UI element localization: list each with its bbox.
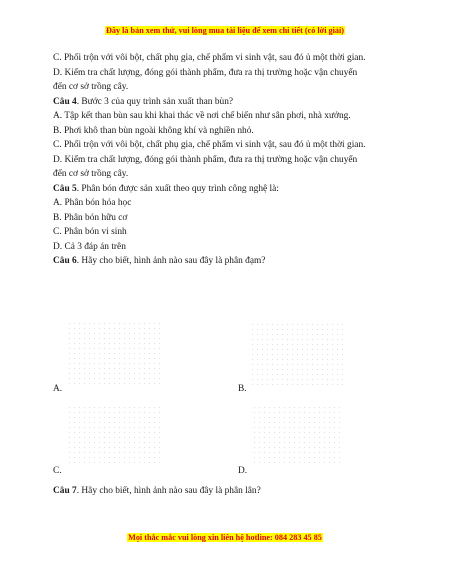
q6-image-row-2 (53, 402, 403, 482)
preview-banner (0, 26, 450, 35)
q6-option-c-label: C. (53, 466, 62, 476)
question-7 (53, 484, 403, 499)
q6-option-a-label: A. (53, 384, 63, 394)
hotline-banner (0, 533, 450, 542)
q6-option-d-label: D. (238, 466, 248, 476)
question-7-block (53, 484, 403, 499)
hotline-banner-text: Mọi thắc mắc vui lòng xin liên hệ hotline: 084 283 45 85 (128, 533, 322, 542)
option-c-line: C. Phối trộn với vôi bột, chất phụ gia, chế phẩm vi sinh vật, sau đó ủ một thời gian. (53, 53, 366, 63)
white-fertilizer-image[interactable] (65, 320, 160, 386)
question-4-label: Câu 4 (53, 96, 77, 107)
q5-option-a: A. Phân bón hóa học (53, 198, 132, 208)
q5-option-b: B. Phân bón hữu cơ (53, 212, 128, 223)
question-7-label: Câu 7 (53, 486, 77, 496)
question-5-label: Câu 5 (53, 183, 77, 194)
question-6-label: Câu 6 (53, 256, 77, 266)
q4-option-a: A. Tập kết than bùn sau khi khai thác về nơi chế biến như sân phơi, nhà xưởng. (53, 111, 351, 121)
question-4-text: . Bước 3 của quy trình sản xuất than bùn? (76, 96, 234, 107)
green-fertilizer-image[interactable] (250, 404, 340, 464)
red-fertilizer-image[interactable] (65, 404, 160, 464)
preview-banner-text: Đây là bản xem thử, vui lòng mua tài liệu để xem chi tiết (có lời giải) (105, 26, 344, 35)
q6-option-b-label: B. (238, 384, 247, 394)
q6-image-row-1 (53, 318, 403, 398)
document-body (53, 51, 403, 269)
q5-option-d: D. Cả 3 đáp án trên (53, 241, 126, 252)
q4-option-c: C. Phối trộn với vôi bột, chất phụ gia, chế phẩm vi sinh vật, sau đó ủ một thời gian. (53, 140, 366, 150)
question-4 (53, 95, 403, 110)
question-6 (53, 254, 403, 269)
question-5-text: . Phân bón được sản xuất theo quy trình công nghệ là: (76, 183, 279, 194)
option-d-continuation: đến cơ sở trồng cây. (53, 82, 129, 92)
gray-fertilizer-image[interactable] (248, 321, 343, 387)
question-5 (53, 182, 403, 197)
question-6-text: . Hãy cho biết, hình ảnh nào sau đây là phân đạm? (76, 256, 266, 266)
q4-option-b: B. Phơi khô than bùn ngoài không khí và nghiền nhỏ. (53, 125, 254, 136)
option-d-line: D. Kiểm tra chất lượng, đóng gói thành phẩm, đưa ra thị trường hoặc vận chuyển (53, 67, 358, 78)
q4-option-d: D. Kiểm tra chất lượng, đóng gói thành phẩm, đưa ra thị trường hoặc vận chuyển (53, 154, 358, 165)
question-7-text: . Hãy cho biết, hình ảnh nào sau đây là phân lân? (76, 486, 261, 496)
q5-option-c: C. Phân bón vi sinh (53, 227, 127, 237)
q4-option-d-continuation: đến cơ sở trồng cây. (53, 169, 129, 179)
